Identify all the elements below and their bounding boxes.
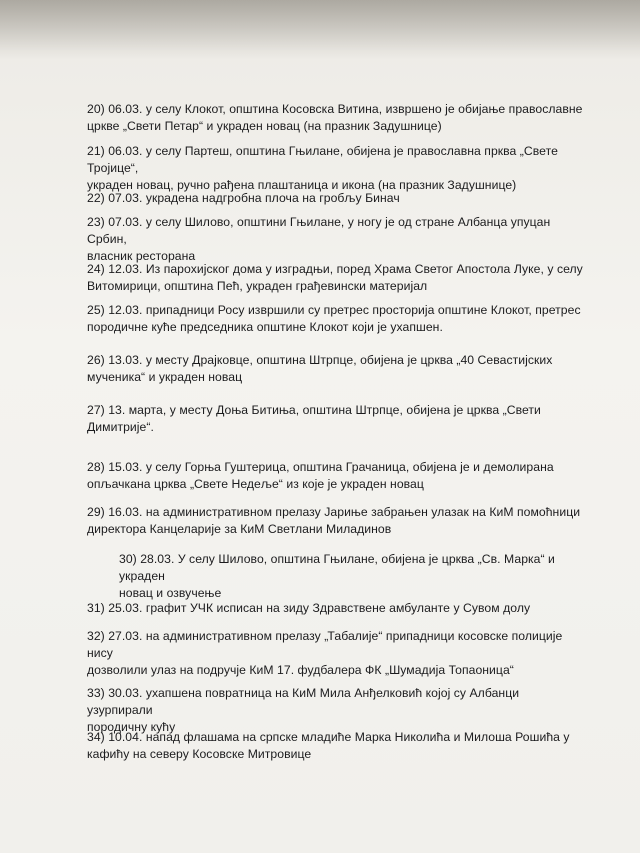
list-item-27: 27) 13. марта, у месту Доња Битиња, општина Штрпце, обијена је црква „Свети Димитрије“. xyxy=(87,403,541,434)
list-item-34: 34) 10.04. напад флашама на српске младиће Марка Николића и Милоша Рошића у кафићу на северу Косовске Митровице xyxy=(87,730,570,761)
page-shadow xyxy=(0,0,640,60)
list-item-32: 32) 27.03. на административном прелазу „Табалије“ припадници косовске полиције нису дозволили улаз на подручје КиМ 17. фудбалера ФК „Шумадија Топаоница“ xyxy=(87,629,563,677)
list-item-28: 28) 15.03. у селу Горња Гуштерица, општина Грачаница, обијена је и демолирана опљачкана црква „Свете Недеље“ из које је украден новац xyxy=(87,460,554,491)
list-item-20: 20) 06.03. у селу Клокот, општина Косовска Витина, извршено је обијање православне цркве „Свети Петар“ и украден новац (на празник Задушнице) xyxy=(87,102,583,133)
list-item-29: 29) 16.03. на административном прелазу Јариње забрањен улазак на КиМ помоћници директора Канцеларије за КиМ Светлани Миладинов xyxy=(87,505,581,536)
list-item-21: 21) 06.03. у селу Партеш, општина Гњилане, обијена је православна прква „Свете Тројице“, украден новац, ручно рађена плаштаница и икона (на празник Задушнице) xyxy=(87,144,558,192)
list-item-25: 25) 12.03. припадници Росу извршили су претрес просторија општине Клокот, претрес породичне куће председника општине Клокот који је ухапшен. xyxy=(87,303,581,334)
list-item-33: 33) 30.03. ухапшена повратница на КиМ Мила Анђелковић којој су Албанци узурпирали породичну кућу xyxy=(87,686,520,734)
list-item-26: 26) 13.03. у месту Драјковце, општина Штрпце, обијена је црква „40 Севастијских мученика“ и украден новац xyxy=(87,353,553,384)
list-item-31: 31) 25.03. графит УЧК исписан на зиду Здравствене амбуланте у Сувом долу xyxy=(87,601,531,615)
list-item-30: 30) 28.03. У селу Шилово, општина Гњилане, обијена је црква „Св. Марка“ и украден новац и озвучење xyxy=(119,552,555,600)
list-item-23: 23) 07.03. у селу Шилово, општини Гњилане, у ногу је од стране Албанца упуцан Србин, власник ресторана xyxy=(87,215,551,263)
list-item-24: 24) 12.03. Из парохијског дома у изградњи, поред Храма Светог Апостола Луке, у селу Витомирици, општина Пећ, украден грађевински материјал xyxy=(87,262,583,293)
list-item-22: 22) 07.03. украдена надгробна плоча на гробљу Бинач xyxy=(87,191,400,205)
